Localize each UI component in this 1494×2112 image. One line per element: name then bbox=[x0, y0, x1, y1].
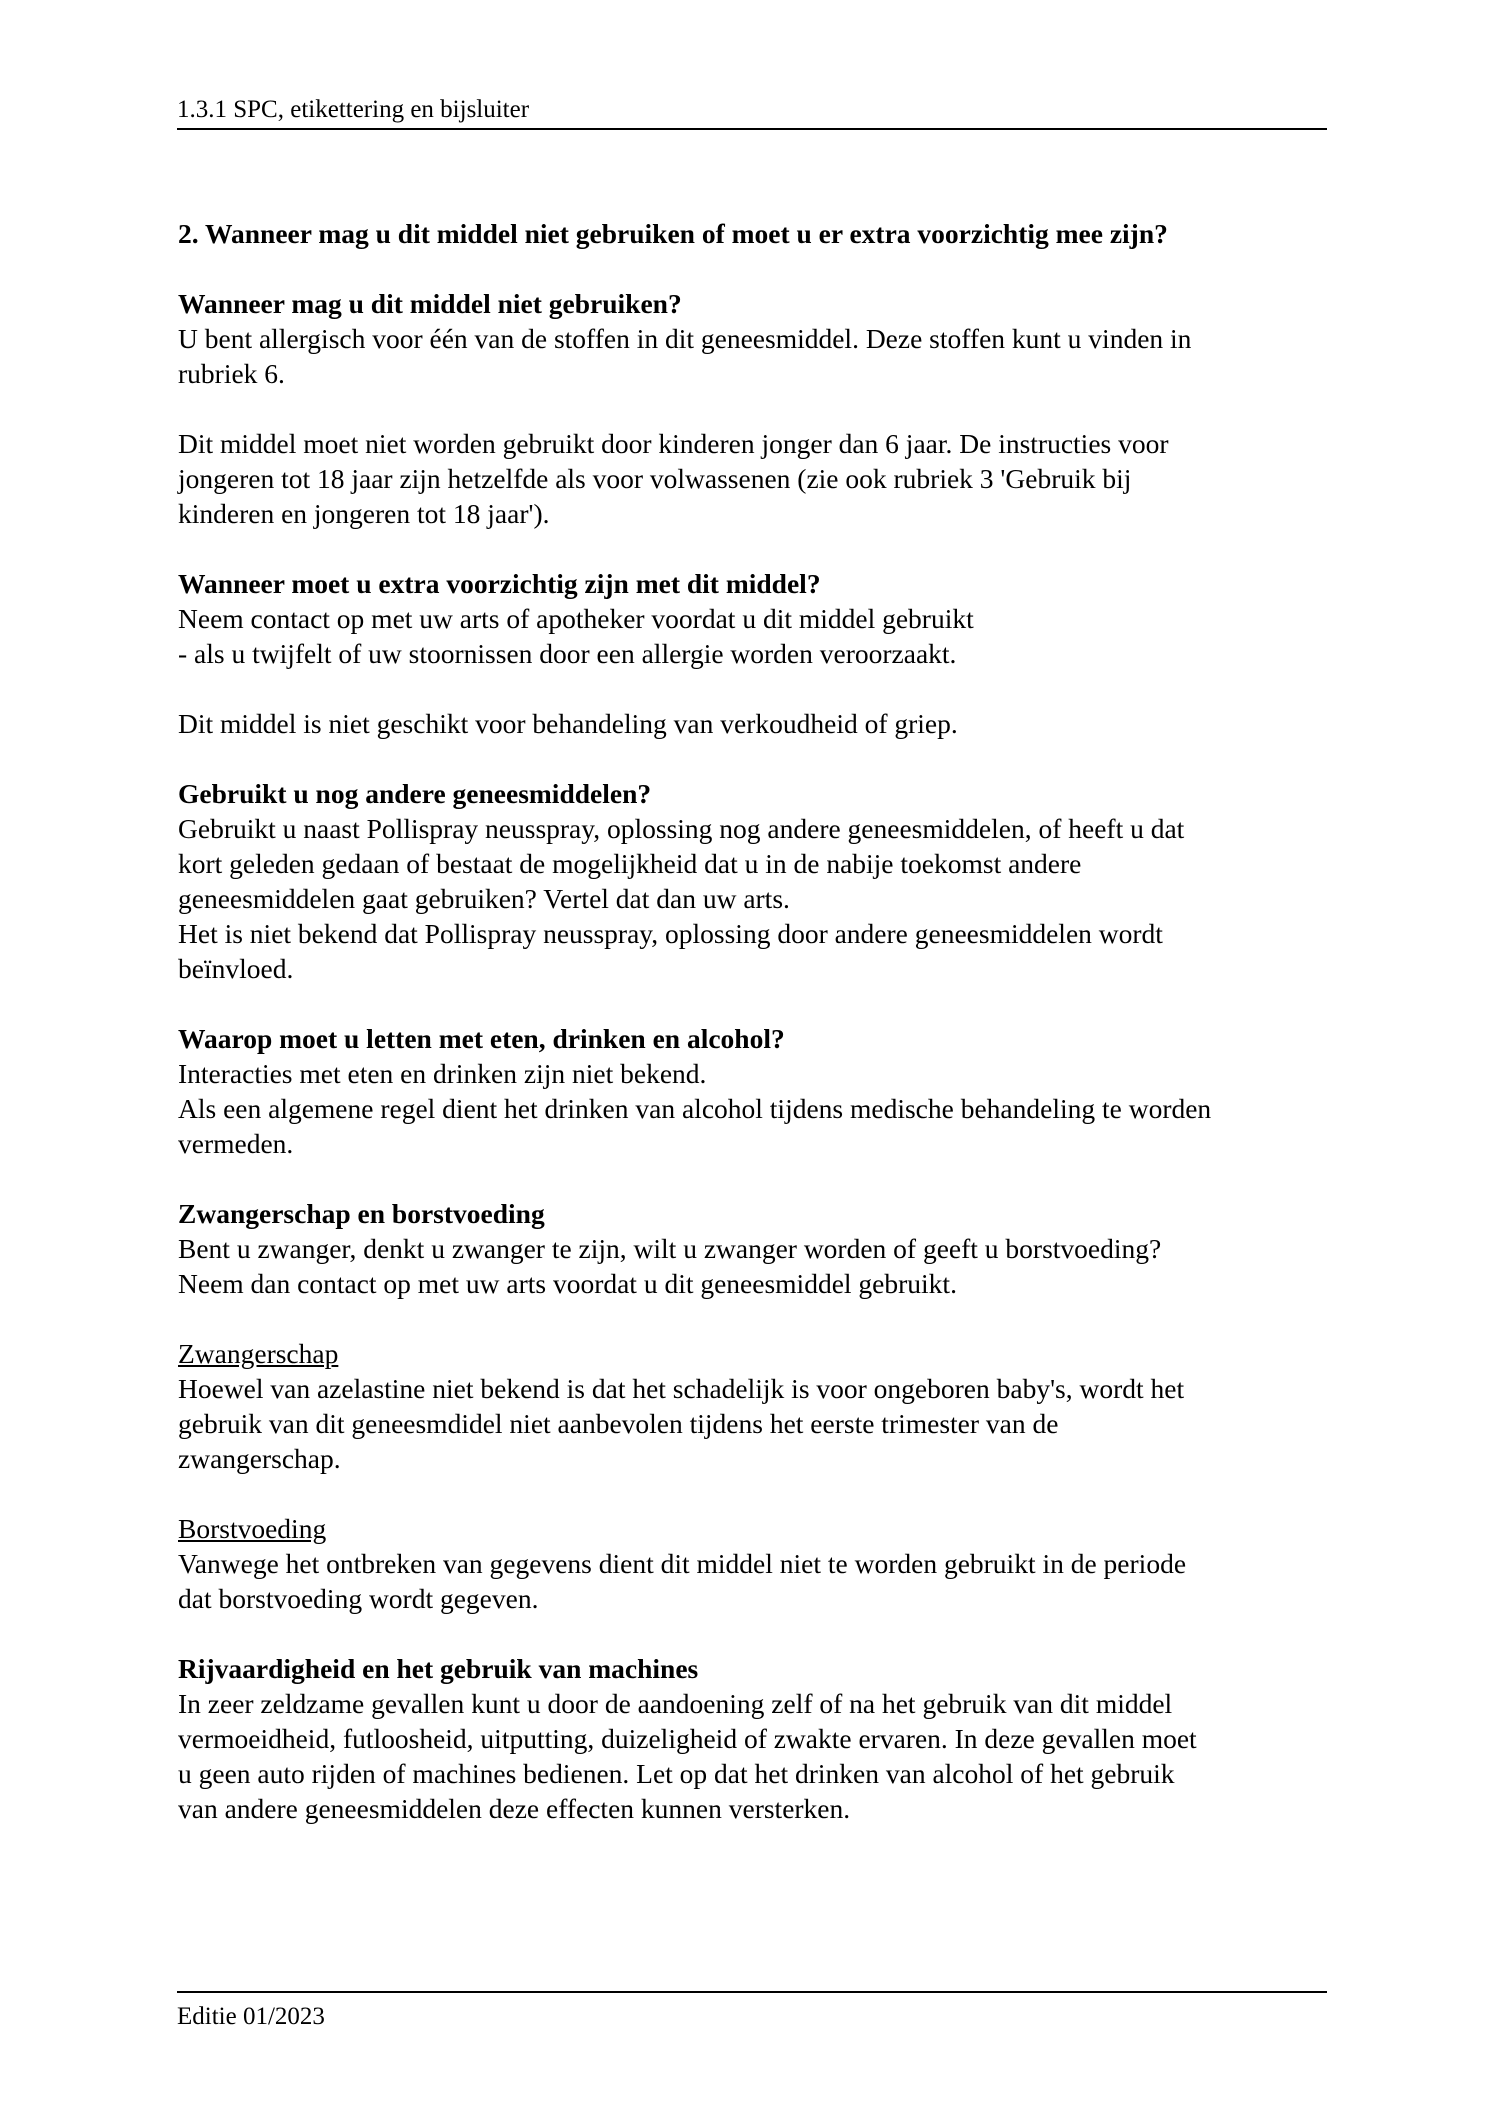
paragraph-line: beïnvloed. bbox=[178, 953, 294, 984]
not-use-heading: Wanneer mag u dit middel niet gebruiken? bbox=[178, 288, 682, 319]
header-title: 1.3.1 SPC, etikettering en bijsluiter bbox=[177, 96, 530, 123]
paragraph-line: U bent allergisch voor één van de stoffen in dit geneesmiddel. Deze stoffen kunt u vinden in bbox=[178, 323, 1192, 354]
paragraph-line: u geen auto rijden of machines bedienen. Let op dat het drinken van alcohol of het gebruik bbox=[178, 1758, 1175, 1789]
spacer bbox=[178, 671, 1328, 706]
spacer bbox=[178, 1616, 1328, 1651]
paragraph-line: vermeden. bbox=[178, 1128, 294, 1159]
page-footer bbox=[177, 1991, 1327, 2031]
paragraph-line: jongeren tot 18 jaar zijn hetzelfde als voor volwassenen (zie ook rubriek 3 'Gebruik bij bbox=[178, 463, 1132, 494]
paragraph-line: Het is niet bekend dat Pollispray neusspray, oplossing door andere geneesmiddelen wordt bbox=[178, 918, 1163, 949]
paragraph-line: gebruik van dit geneesmdidel niet aanbevolen tijdens het eerste trimester van de bbox=[178, 1408, 1059, 1439]
paragraph-line: Interacties met eten en drinken zijn niet bekend. bbox=[178, 1058, 707, 1089]
spacer bbox=[178, 1161, 1328, 1196]
paragraph-line: rubriek 6. bbox=[178, 358, 285, 389]
paragraph-line: - als u twijfelt of uw stoornissen door een allergie worden veroorzaakt. bbox=[178, 638, 957, 669]
spacer bbox=[178, 1301, 1328, 1336]
paragraph-line: Als een algemene regel dient het drinken van alcohol tijdens medische behandeling te worden bbox=[178, 1093, 1212, 1124]
paragraph-line: In zeer zeldzame gevallen kunt u door de aandoening zelf of na het gebruik van dit middel bbox=[178, 1688, 1173, 1719]
breastfeeding-subheading: Borstvoeding bbox=[178, 1513, 327, 1544]
paragraph-line: dat borstvoeding wordt gegeven. bbox=[178, 1583, 539, 1614]
paragraph-line: van andere geneesmiddelen deze effecten kunnen versterken. bbox=[178, 1793, 851, 1824]
paragraph-line: Gebruikt u naast Pollispray neusspray, oplossing nog andere geneesmiddelen, of heeft u dat bbox=[178, 813, 1185, 844]
paragraph-line: Hoewel van azelastine niet bekend is dat het schadelijk is voor ongeboren baby's, wordt het bbox=[178, 1373, 1185, 1404]
pregnancy-heading: Zwangerschap en borstvoeding bbox=[178, 1198, 545, 1229]
spacer bbox=[178, 741, 1328, 776]
paragraph-line: Dit middel is niet geschikt voor behandeling van verkoudheid of griep. bbox=[178, 708, 958, 739]
section-title: 2. Wanneer mag u dit middel niet gebruiken of moet u er extra voorzichtig mee zijn? bbox=[178, 218, 1168, 249]
paragraph-line: Neem contact op met uw arts of apotheker voordat u dit middel gebruikt bbox=[178, 603, 974, 634]
spacer bbox=[178, 1476, 1328, 1511]
spacer bbox=[178, 986, 1328, 1021]
paragraph-line: kinderen en jongeren tot 18 jaar'). bbox=[178, 498, 550, 529]
driving-heading: Rijvaardigheid en het gebruik van machines bbox=[178, 1653, 699, 1684]
paragraph-line: geneesmiddelen gaat gebruiken? Vertel dat dan uw arts. bbox=[178, 883, 790, 914]
paragraph-line: vermoeidheid, futloosheid, uitputting, duizeligheid of zwakte ervaren. In deze gevallen moet bbox=[178, 1723, 1197, 1754]
food-heading: Waarop moet u letten met eten, drinken en alcohol? bbox=[178, 1023, 785, 1054]
paragraph-line: Neem dan contact op met uw arts voordat u dit geneesmiddel gebruikt. bbox=[178, 1268, 957, 1299]
other-meds-heading: Gebruikt u nog andere geneesmiddelen? bbox=[178, 778, 652, 809]
paragraph-line: zwangerschap. bbox=[178, 1443, 341, 1474]
careful-heading: Wanneer moet u extra voorzichtig zijn met dit middel? bbox=[178, 568, 821, 599]
spacer bbox=[178, 531, 1328, 566]
document-body bbox=[178, 216, 1328, 1826]
paragraph-line: Bent u zwanger, denkt u zwanger te zijn, wilt u zwanger worden of geeft u borstvoeding? bbox=[178, 1233, 1162, 1264]
page-header bbox=[177, 96, 1327, 130]
pregnancy-subheading: Zwangerschap bbox=[178, 1338, 339, 1369]
spacer bbox=[178, 391, 1328, 426]
edition-label: Editie 01/2023 bbox=[177, 2003, 325, 2030]
paragraph-line: Dit middel moet niet worden gebruikt door kinderen jonger dan 6 jaar. De instructies voor bbox=[178, 428, 1169, 459]
paragraph-line: Vanwege het ontbreken van gegevens dient dit middel niet te worden gebruikt in de periode bbox=[178, 1548, 1187, 1579]
paragraph-line: kort geleden gedaan of bestaat de mogelijkheid dat u in de nabije toekomst andere bbox=[178, 848, 1082, 879]
spacer bbox=[178, 251, 1328, 286]
